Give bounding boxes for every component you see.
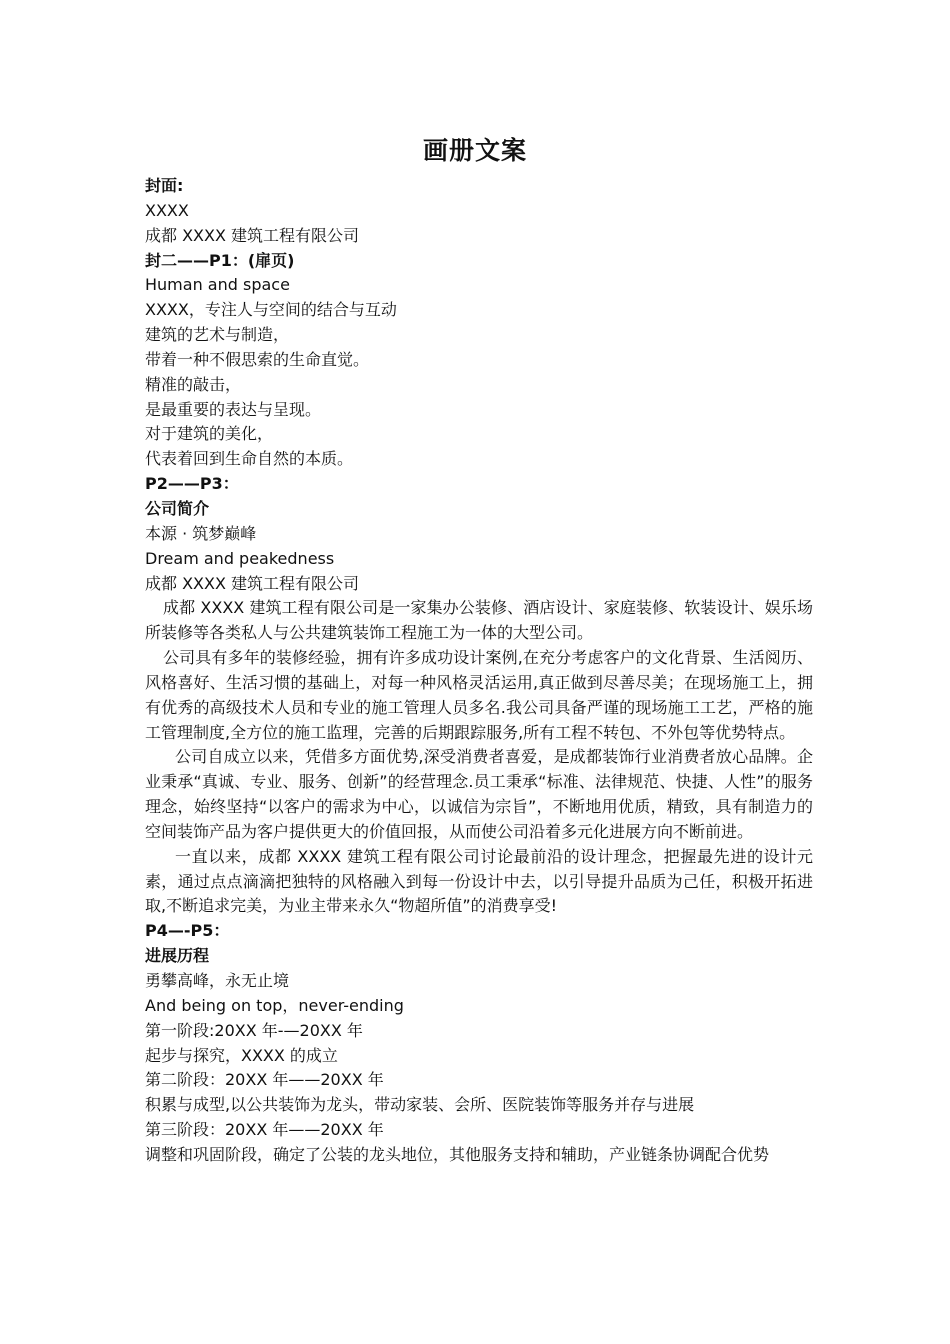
cover-line: 成都 XXXX 建筑工程有限公司 bbox=[145, 225, 360, 245]
text-line: 建筑的艺术与制造， bbox=[145, 325, 290, 345]
section-heading-cover: 封面: bbox=[145, 176, 184, 195]
section-heading-p2-p3: P2——P3： bbox=[145, 474, 239, 494]
text-line: 第二阶段：20XX 年——20XX 年 bbox=[145, 1070, 384, 1090]
text-line: 第三阶段：20XX 年——20XX 年 bbox=[145, 1120, 384, 1140]
document-title: 画册文案 bbox=[422, 136, 527, 165]
body-paragraph: 一直以来，成都 XXXX 建筑工程有限公司讨论最前沿的设计理念，把握最先进的设计元素，通过点点滴滴把独特的风格融入到每一份设计中去，以引导提升品质为己任，积极开拓进取,不断追求完美，为业主带来永久“物超所值”的消费享受! bbox=[145, 846, 813, 916]
text-line: Dream and peakedness bbox=[145, 548, 335, 568]
body-paragraph: 公司具有多年的装修经验，拥有许多成功设计案例,在充分考虑客户的文化背景、生活阅历、风格喜好、生活习惯的基础上，对每一种风格灵活运用,真正做到尽善尽美；在现场施工上，拥有优秀的高级技术人员和专业的施工管理人员多名.我公司具备严谨的现场施工工艺，严格的施工管理制度,全方位的施工监理，完善的后期跟踪服务,所有工程不转包、不外包等优势特点。 bbox=[145, 648, 813, 742]
document-body bbox=[145, 174, 813, 1168]
section-heading-p4-p5: P4—-P5： bbox=[145, 921, 230, 941]
body-paragraph: 成都 XXXX 建筑工程有限公司是一家集办公装修、酒店设计、家庭装修、软装设计、娱乐场所装修等各类私人与公共建筑装饰工程施工为一体的大型公司。 bbox=[145, 598, 813, 643]
body-paragraph: 公司自成立以来，凭借多方面优势,深受消费者喜爱，是成都装饰行业消费者放心品牌。企业秉承“真诚、专业、服务、创新”的经营理念.员工秉承“标准、法律规范、快捷、人性”的服务理念，始终坚持“以客户的需求为中心，以诚信为宗旨”，不断地用优质，精致，具有制造力的空间装饰产品为客户提供更大的价值回报，从而使公司沿着多元化进展方向不断前进。 bbox=[145, 747, 813, 841]
text-line: 带着一种不假思索的生命直觉。 bbox=[145, 349, 370, 369]
text-line: 积累与成型,以公共装饰为龙头，带动家装、会所、医院装饰等服务并存与进展 bbox=[145, 1095, 695, 1115]
text-line: And being on top，never-ending bbox=[145, 995, 404, 1015]
text-line: 精准的敲击， bbox=[145, 374, 242, 394]
text-line: 本源 · 筑梦巅峰 bbox=[145, 523, 257, 543]
section-heading-p1: 封二——P1：(扉页) bbox=[145, 250, 295, 270]
cover-line: XXXX bbox=[145, 200, 189, 220]
text-line: 起步与探究，XXXX 的成立 bbox=[145, 1045, 338, 1065]
text-line: 成都 XXXX 建筑工程有限公司 bbox=[145, 573, 360, 593]
text-line: 对于建筑的美化， bbox=[145, 424, 274, 444]
text-line: XXXX，专注人与空间的结合与互动 bbox=[145, 300, 397, 320]
text-line: 是最重要的表达与呈现。 bbox=[145, 399, 322, 419]
text-line: 调整和巩固阶段，确定了公装的龙头地位，其他服务支持和辅助，产业链条协调配合优势 bbox=[145, 1144, 770, 1164]
section-subheading-company-intro: 公司简介 bbox=[145, 498, 210, 518]
text-line: 代表着回到生命自然的本质。 bbox=[145, 449, 354, 469]
text-line: Human and space bbox=[145, 275, 290, 295]
text-line: 第一阶段:20XX 年-—20XX 年 bbox=[145, 1020, 363, 1040]
section-subheading-history: 进展历程 bbox=[145, 946, 210, 966]
text-line: 勇攀高峰，永无止境 bbox=[145, 971, 290, 990]
